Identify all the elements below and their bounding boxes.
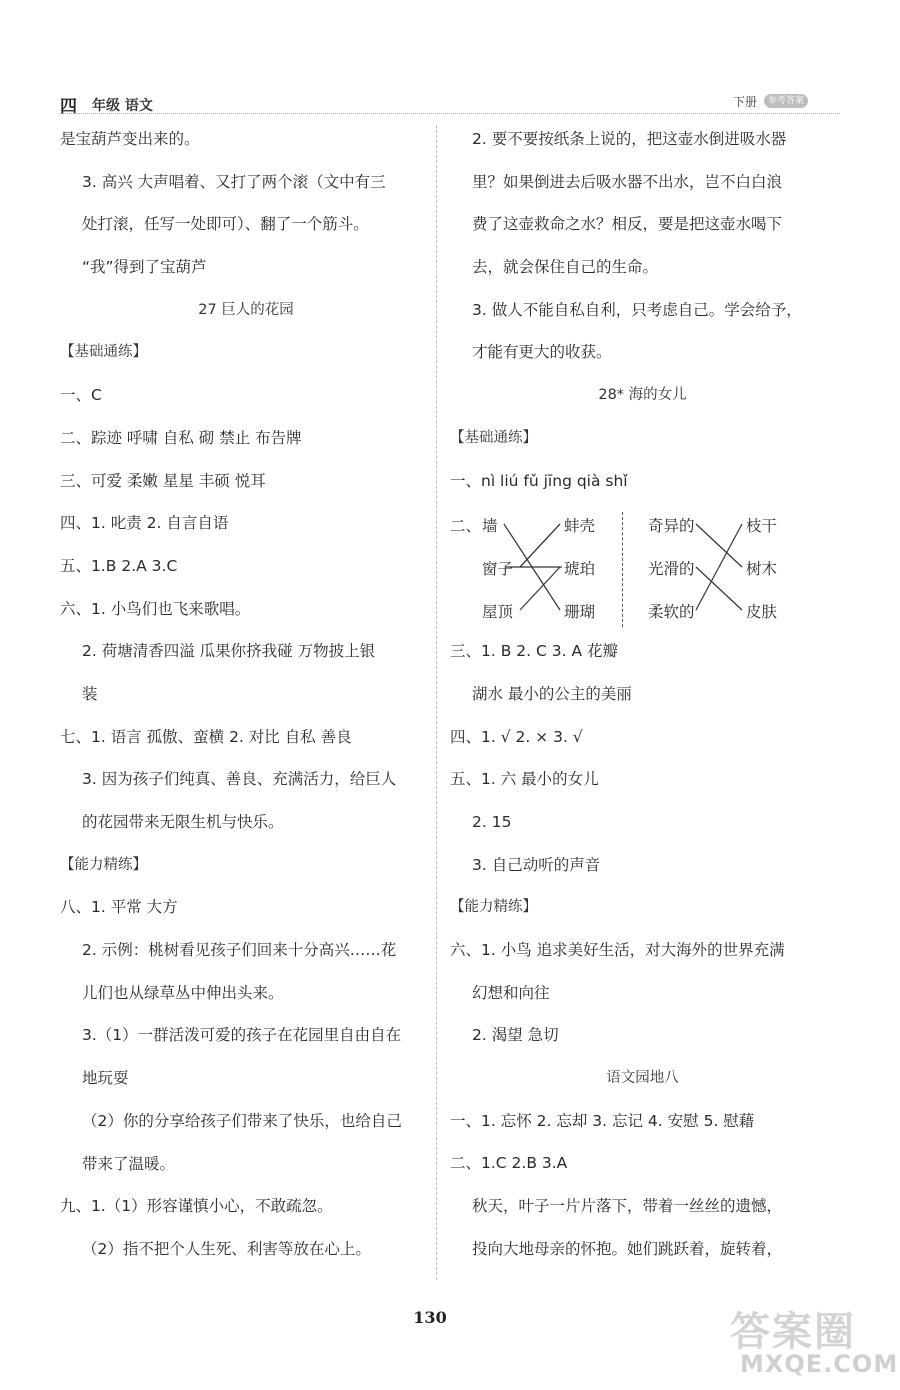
lesson-title: 语文园地八: [606, 1070, 679, 1087]
answer-line: 四、1. √ 2. × 3. √: [450, 727, 583, 746]
page-number: 130: [413, 1308, 447, 1327]
matching-exercise: [450, 502, 835, 630]
answer-line: 里？如果倒进去后吸水器不出水，岂不白白浪: [472, 172, 783, 191]
volume-label: 下册: [733, 95, 758, 109]
answer-line: 3. 因为孩子们纯真、善良、充满活力，给巨人: [82, 770, 397, 789]
answer-line: 才能有更大的收获。: [472, 343, 612, 362]
answer-line: 秋天，叶子一片片落下，带着一丝丝的遗憾，: [472, 1197, 783, 1216]
lesson-title: 27 巨人的花园: [198, 301, 294, 318]
answer-line: 六、1. 小鸟 追求美好生活，对大海外的世界充满: [450, 941, 785, 959]
answer-line: 2. 15: [472, 812, 512, 831]
right-column: [450, 118, 835, 1271]
match-word: 奇异的: [648, 517, 695, 536]
match-word: 窗子: [482, 560, 514, 579]
answer-line: 九、1.（1）形容谨慎小心，不敢疏忽。: [60, 1197, 333, 1216]
answer-line: 带来了温暖。: [82, 1154, 176, 1173]
match-line: [696, 524, 742, 610]
answer-line: 2. 要不要按纸条上说的，把这壶水倒进吸水器: [472, 130, 787, 148]
answer-line: 六、1. 小鸟们也飞来歌唱。: [60, 599, 251, 618]
answer-line: 装: [82, 684, 98, 703]
match-word: 皮肤: [746, 603, 778, 622]
header-rule: [60, 113, 840, 114]
match-word: 屋顶: [482, 603, 514, 622]
answer-line: 投向大地母亲的怀抱。她们跳跃着，旋转着，: [472, 1239, 783, 1258]
answer-line: 幻想和向往: [472, 983, 550, 1002]
answer-line: 八、1. 平常 大方: [60, 898, 178, 917]
answer-line: 3.（1）一群活泼可爱的孩子在花园里自由自在: [82, 1026, 402, 1045]
answer-line: 一、C: [60, 386, 102, 405]
match-word: 枝干: [746, 517, 778, 536]
answer-line: 2. 渴望 急切: [472, 1026, 559, 1045]
grade-subject: 年级 语文: [92, 98, 153, 114]
pinyin-answer: 一、nì liú fǔ jīng qià shǐ: [450, 471, 628, 490]
answer-line: 3. 高兴 大声唱着、又打了两个滚（文中有三: [82, 172, 386, 191]
watermark-url: MXQE.COM: [740, 1350, 899, 1378]
answer-line: 的花园带来无限生机与快乐。: [82, 813, 284, 831]
match-line: [520, 567, 560, 610]
answer-line: 二、踪迹 呼啸 自私 砌 禁止 布告牌: [60, 428, 302, 447]
match-word: 珊瑚: [564, 603, 596, 622]
answer-line: 三、1. B 2. C 3. A 花瓣: [450, 642, 618, 661]
column-divider: [436, 125, 437, 1280]
answer-line: 五、1. 六 最小的女儿: [450, 770, 599, 789]
section-label: 【基础通练】: [450, 429, 537, 446]
answer-line: 七、1. 语言 孤傲、蛮横 2. 对比 自私 善良: [60, 727, 352, 746]
answer-line: 二、1.C 2.B 3.A: [450, 1154, 568, 1173]
answer-line: 去，就会保住自己的生命。: [472, 258, 659, 277]
answer-line: 费了这壶救命之水？相反，要是把这壶水喝下: [472, 215, 783, 234]
match-word: 琥珀: [564, 560, 596, 579]
match-lines: [450, 502, 835, 630]
answer-line: 地玩耍: [82, 1069, 129, 1088]
grade-number: 四: [60, 97, 77, 117]
answer-line: 3. 做人不能自私自利，只考虑自己。学会给予，: [472, 300, 802, 319]
match-word: 柔软的: [648, 603, 695, 622]
answer-line: 是宝葫芦变出来的。: [60, 130, 200, 148]
answer-line: 2. 荷塘清香四溢 瓜果你挤我碰 万物披上银: [82, 642, 376, 661]
match-line: [696, 567, 742, 610]
match-word: 光滑的: [648, 560, 695, 579]
section-label: 【能力精练】: [60, 856, 147, 873]
watermark-logo: [720, 1300, 899, 1385]
page-header: [0, 0, 900, 120]
match-prefix: 二、: [450, 517, 482, 536]
answer-line: 儿们也从绿草丛中伸出头来。: [82, 983, 284, 1002]
answer-line: 处打滚，任写一处即可）、翻了一个筋斗。: [82, 215, 369, 234]
answer-line: 四、1. 叱责 2. 自言自语: [60, 514, 229, 533]
match-word: 树木: [746, 560, 778, 579]
answer-line: 一、1. 忘怀 2. 忘却 3. 忘记 4. 安慰 5. 慰藉: [450, 1111, 755, 1130]
lesson-title: 28* 海的女儿: [598, 387, 687, 404]
answer-line: 湖水 最小的公主的美丽: [472, 684, 632, 703]
answer-tag: 参考答案: [764, 94, 808, 108]
match-word: 墙: [482, 517, 498, 536]
answer-line: 五、1.B 2.A 3.C: [60, 556, 178, 575]
match-line: [696, 524, 742, 567]
match-word: 蚌壳: [564, 517, 596, 536]
answer-line: 2. 示例：桃树看见孩子们回来十分高兴……花: [82, 941, 397, 960]
section-label: 【能力精练】: [450, 899, 537, 916]
answer-line: （2）指不把个人生死、利害等放在心上。: [82, 1239, 371, 1258]
answer-line: （2）你的分享给孩子们带来了快乐，也给自己: [82, 1111, 402, 1130]
answer-line: 3. 自己动听的声音: [472, 855, 601, 874]
left-column: [60, 118, 432, 1271]
section-label: 【基础通练】: [60, 344, 147, 361]
watermark-text: 答案圈: [730, 1309, 856, 1355]
answer-line: 三、可爱 柔嫩 星星 丰硕 悦耳: [60, 471, 266, 490]
answer-line: “我”得到了宝葫芦: [82, 258, 207, 277]
